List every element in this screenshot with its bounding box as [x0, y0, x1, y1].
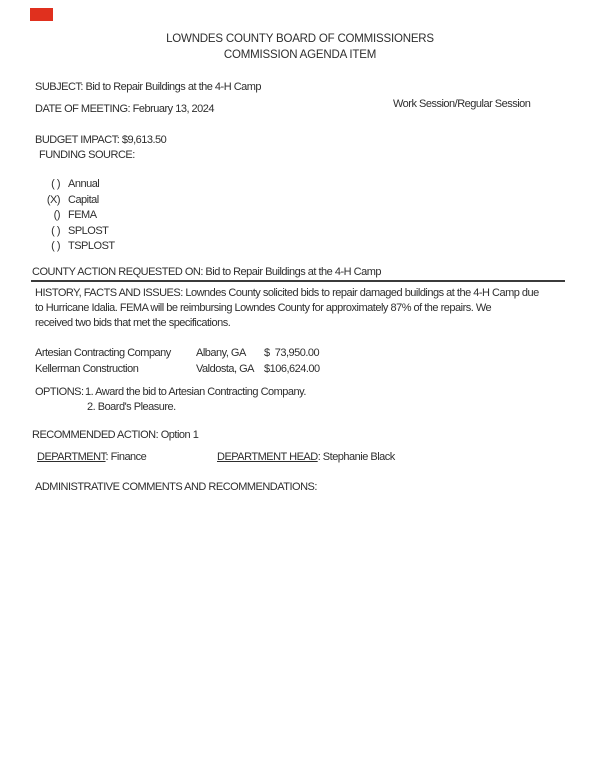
- checkbox-mark: (): [53, 209, 60, 221]
- bid-amount: $ 73,950.00: [264, 347, 320, 359]
- bid-city: Albany, GA: [196, 347, 246, 359]
- admin-comments-line: ADMINISTRATIVE COMMENTS AND RECOMMENDATIONS:: [35, 481, 317, 493]
- options-label: OPTIONS:: [35, 386, 84, 398]
- bid-company: Kellerman Construction: [35, 363, 139, 375]
- history-line: received two bids that met the specifications.: [35, 317, 231, 329]
- funding-option-label: Annual: [68, 178, 100, 190]
- recommended-action-line: RECOMMENDED ACTION: Option 1: [32, 429, 199, 441]
- bid-city: Valdosta, GA: [196, 363, 254, 375]
- budget-impact-line: BUDGET IMPACT: $9,613.50: [35, 134, 167, 146]
- checkbox-mark-checked: (X): [46, 194, 60, 206]
- department-head-label: DEPARTMENT HEAD: [217, 451, 318, 463]
- county-action-line: COUNTY ACTION REQUESTED ON: Bid to Repair Buildings at the 4-H Camp: [32, 266, 381, 278]
- bid-amount: $106,624.00: [264, 363, 320, 375]
- option-item-1: 1. Award the bid to Artesian Contracting Company.: [85, 386, 306, 398]
- horizontal-divider: [31, 280, 565, 282]
- department-label: DEPARTMENT: [37, 451, 106, 463]
- checkbox-mark: ( ): [51, 178, 60, 190]
- bid-company: Artesian Contracting Company: [35, 347, 171, 359]
- funding-option-label: SPLOST: [68, 225, 109, 237]
- document-title-line1: LOWNDES COUNTY BOARD OF COMMISSIONERS: [166, 33, 434, 45]
- department-value: : Finance: [105, 451, 147, 463]
- funding-option-label: TSPLOST: [68, 240, 115, 252]
- department-head-group: [217, 451, 395, 464]
- history-line: to Hurricane Idalia. FEMA will be reimbursing Lowndes County for approximately 87% of the repairs. We: [35, 302, 492, 314]
- department-head-value: : Stephanie Black: [317, 451, 395, 463]
- document-title-line2: COMMISSION AGENDA ITEM: [223, 49, 377, 61]
- history-line: HISTORY, FACTS AND ISSUES: Lowndes County solicited bids to repair damaged buildings at the 4-H Camp due: [35, 287, 539, 299]
- session-type-label: Work Session/Regular Session: [393, 98, 531, 110]
- checkbox-mark: ( ): [51, 225, 60, 237]
- checkbox-mark: ( ): [51, 240, 60, 252]
- department-line: [37, 451, 600, 464]
- red-annotation-box: [30, 8, 53, 21]
- date-of-meeting-line: DATE OF MEETING: February 13, 2024: [35, 103, 215, 115]
- subject-line: SUBJECT: Bid to Repair Buildings at the 4-H Camp: [35, 81, 262, 93]
- option-item-2: 2. Board's Pleasure.: [87, 401, 176, 413]
- funding-option-label: FEMA: [68, 209, 97, 221]
- funding-option-label: Capital: [68, 194, 99, 206]
- funding-source-label: FUNDING SOURCE:: [39, 149, 135, 161]
